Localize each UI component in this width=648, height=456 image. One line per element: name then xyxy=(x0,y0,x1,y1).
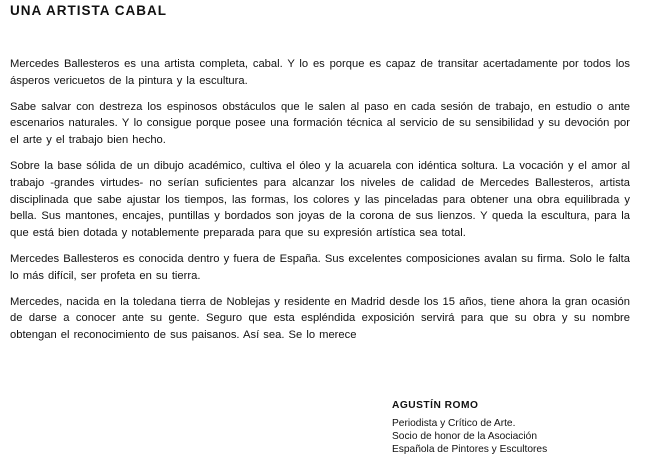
paragraph-2: Sabe salvar con destreza los espinosos obstáculos que le salen al paso en cada sesión de trabajo, en estudio o ante escenarios naturales. Y lo consigue porque posee una formación técnica al servicio de su sensibilidad y su devoción por el arte y el trabajo bien hecho. xyxy=(10,100,630,147)
paragraph-4: Mercedes Ballesteros es conocida dentro y fuera de España. Sus excelentes composiciones avalan su firma. Solo le falta lo más difícil, ser profeta en su tierra. xyxy=(10,252,630,282)
author-affiliation-1: Socio de honor de la Asociación xyxy=(392,431,537,442)
signature-block xyxy=(392,400,547,456)
paragraph-1: Mercedes Ballesteros es una artista completa, cabal. Y lo es porque es capaz de transitar acertadamente por todos los ásperos vericuetos de la pintura y la escultura. xyxy=(10,58,630,87)
author-name: AGUSTÍN ROMO xyxy=(392,400,479,411)
document-title: UNA ARTISTA CABAL xyxy=(10,3,167,18)
author-affiliation-2: Española de Pintores y Escultores xyxy=(392,444,548,455)
paragraph-5: Mercedes, nacida en la toledana tierra de Noblejas y residente en Madrid desde los 15 años, tiene ahora la gran ocasión de darse a conocer ante su gente. Seguro que esta espléndida exposición servirá para que su obra y su nombre obtengan el reconocimiento de sus paisanos. Así sea. Se lo merece xyxy=(10,295,630,342)
author-role: Periodista y Crítico de Arte. xyxy=(392,418,516,429)
paragraph-3: Sobre la base sólida de un dibujo académico, cultiva el óleo y la acuarela con idéntica soltura. La vocación y el amor al trabajo -grandes virtudes- no serían suficientes para alcanzar los niveles de calidad de Mercedes Ballesteros, artista disciplinada que sabe ajustar los tiempos, las formas, los colores y las pinceladas para obtener una obra equilibrada y bella. Sus mantones, encajes, puntillas y bordados son joyas de la corona de sus lienzos. Y queda la escultura, para la que está bien dotada y notablemente preparada para que su expresión artística sea total. xyxy=(10,159,630,240)
document-body xyxy=(10,56,630,353)
